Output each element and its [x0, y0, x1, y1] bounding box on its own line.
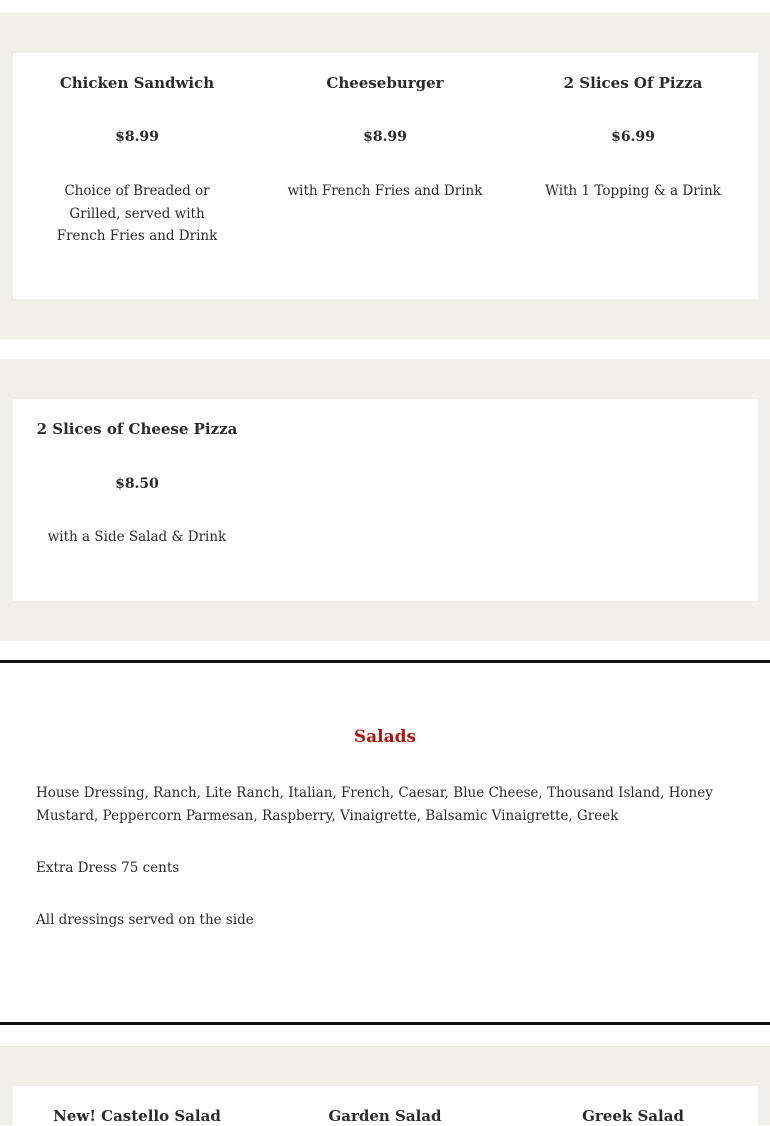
menu-item-description: with French Fries and Drink: [287, 183, 483, 199]
menu-item-price: $8.99: [115, 129, 159, 145]
menu-item-name: 2 Slices of Cheese Pizza: [36, 420, 238, 438]
combo-section-1: [0, 13, 770, 339]
menu-item-description: With 1 Topping & a Drink: [545, 183, 721, 199]
menu-item-name: Chicken Sandwich: [59, 74, 215, 92]
extra-dressing-note: Extra Dress 75 cents: [36, 860, 180, 876]
menu-item: [509, 53, 757, 299]
menu-item-price: $8.99: [363, 129, 407, 145]
menu-item-name: Garden Salad: [328, 1107, 442, 1125]
menu-item-price: $8.50: [115, 476, 159, 492]
menu-item-name: New! Castello Salad: [53, 1107, 221, 1125]
combo-card-row-2: [13, 399, 758, 601]
menu-item-price: $6.99: [611, 129, 655, 145]
dressing-side-note: All dressings served on the side: [36, 912, 254, 928]
menu-item-name: 2 Slices Of Pizza: [563, 74, 703, 92]
menu-item: [13, 1086, 261, 1125]
salad-section: [0, 1046, 770, 1125]
combo-section-2: [0, 359, 770, 641]
menu-item-name: Cheeseburger: [326, 74, 444, 92]
dressing-list: House Dressing, Ranch, Lite Ranch, Italian, French, Caesar, Blue Cheese, Thousand Island, Honey Mustard, Peppercorn Parmesan, Raspberry, Vinaigrette, Balsamic Vinaigrette, Greek: [36, 785, 713, 824]
menu-item: [261, 53, 509, 299]
menu-item: [509, 1086, 757, 1125]
section-divider: [0, 1022, 770, 1025]
combo-card-row-1: [13, 53, 758, 299]
salad-card-row: [13, 1086, 758, 1125]
menu-item: [13, 53, 261, 299]
menu-item: [261, 1086, 509, 1125]
section-divider: [0, 660, 770, 663]
menu-item-description: Choice of Breaded or Grilled, served with French Fries and Drink: [56, 183, 218, 244]
menu-item-description: with a Side Salad & Drink: [47, 529, 227, 545]
menu-item-name: Greek Salad: [582, 1107, 684, 1125]
section-title: Salads: [353, 727, 417, 747]
menu-item: [13, 399, 261, 601]
